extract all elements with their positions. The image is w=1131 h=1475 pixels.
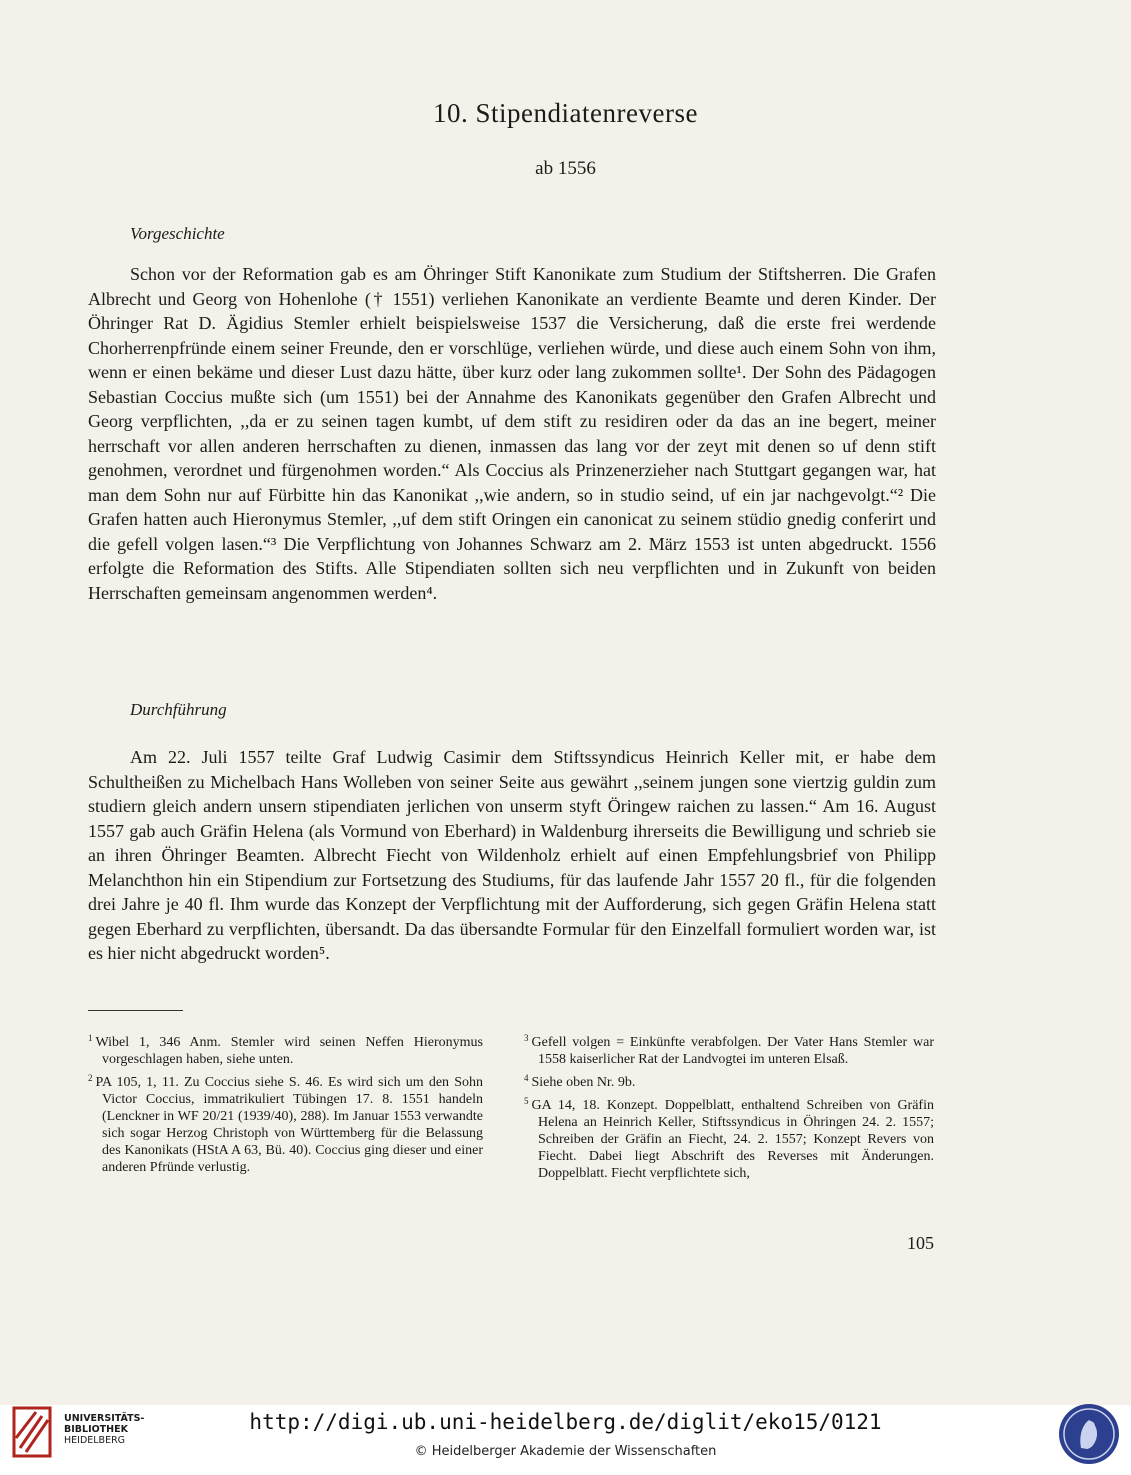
copyright-notice: © Heidelberger Akademie der Wissenschaften [414, 1444, 717, 1459]
footnotes-left-column [88, 1030, 483, 1178]
academy-seal-icon[interactable] [1057, 1402, 1121, 1466]
footnote: $^1$ Wibel 1, 346 Anm. Stemler wird seinen Neffen Hieronymus vorgeschlagen haben, siehe unten. [88, 1033, 483, 1067]
page-number: 105 [907, 1233, 934, 1253]
footnote: $^3$ Gefell volgen = Einkünfte verabfolgen. Der Vater Hans Stemler war 1558 kaiserlicher Rat der Landvogtei im unteren Elsaß. [524, 1033, 934, 1067]
page-title: 10. Stipendiatenreverse [433, 98, 698, 128]
paragraph-vorgeschichte: Schon vor der Reformation gab es am Öhringer Stift Kanonikate zum Studium der Stiftsherren. Die Grafen Albrecht und Georg von Hohenlohe († 1551) verliehen Kanonikate an verdiente Beamte und deren Kinder. Der Öhringer Rat D. Ägidius Stemler erhielt beispielsweise 1537 die Versicherung, daß die erste frei werdende Chorherrenpfründe einem seiner Freunde, den er vorschlüge, verliehen würde, und diese auch einem Sohn von ihm, wenn er einen bekäme und dieser Lust dazu hätte, über kurz oder lang zukommen sollte¹. Der Sohn des Pädagogen Sebastian Coccius mußte sich (um 1551) bei der Annahme des Kanonikats gegenüber den Grafen Albrecht und Georg verpflichten, ,,da er zu seinen tagen kumbt, uf dem stift zu residiren oder da das an ine begert, meiner herrschaft vor allen anderen herrschaften zu dienen, inmassen das lang vor der zeyt mit denen so uf denn stift genohmen, verordnet und fürgenohmen worden.“ Als Coccius als Prinzenerzieher nach Stuttgart gegangen war, hat man dem Sohn nur auf Fürbitte hin das Kanonikat ,,wie andern, so in studio seind, uf ein jar nachgevolgt.“² Die Grafen hatten auch Hieronymus Stemler, ,,uf dem stift Oringen ein canonicat zu seinem stüdio gnedig conferirt und die gefell volgen lasen.“³ Die Verpflichtung von Johannes Schwarz am 2. März 1553 ist unten abgedruckt. 1556 erfolgte die Reformation des Stifts. Alle Stipendiaten sollten sich neu verpflichten und in Zukunft von beiden Herrschaften gemeinsam angenommen werden⁴. [88, 264, 936, 603]
permalink-url[interactable]: http://digi.ub.uni-heidelberg.de/diglit/eko15/0121 [249, 1410, 882, 1434]
footnote: $^4$ Siehe oben Nr. 9b. [524, 1073, 636, 1090]
section-heading-durchfuehrung: Durchführung [130, 700, 227, 719]
library-logo-text[interactable]: UNIVERSITÄTS- BIBLIOTHEK HEIDELBERG [64, 1413, 145, 1446]
footnote: $^5$ GA 14, 18. Konzept. Doppelblatt, enthaltend Schreiben von Gräfin Helena an Heinrich Keller, Stiftssyndicus in Öhringen 24. 2. 1557; Schreiben der Gräfin an Fiecht, 24. 2. 1557; Konzept Revers von Fiecht. Dabei liegt Abschrift des Reverses mit Änderungen. Doppelblatt. Fiecht verpflichtete sich, [524, 1096, 934, 1181]
paragraph-durchfuehrung: Am 22. Juli 1557 teilte Graf Ludwig Casimir dem Stiftssyndicus Heinrich Keller mit, er habe dem Schultheißen zu Michelbach Hans Wolleben von seiner Seite aus gewährt ,,seinem jungen sone viertzig guldin zum studiern gleich andern unsern stipendiaten jerlichen von unserm styft Öringew raichen zu lassen.“ Am 16. August 1557 gab auch Gräfin Helena (als Vormund von Eberhard) in Waldenburg ihrerseits die Bewilligung und schrieb sie an ihren Öhringer Beamten. Albrecht Fiecht von Wildenholz erhielt auf einen Empfehlungsbrief von Philipp Melanchthon hin ein Stipendium zur Fortsetzung des Studiums, für das laufende Jahr 1557 20 fl., für die folgenden drei Jahre je 40 fl. Ihm wurde das Konzept der Verpflichtung mit der Aufforderung, sich gegen Gräfin Helena statt gegen Eberhard zu verpflichten, übersandt. Da das übersandte Formular für den Einzelfall formuliert worden war, ist es hier nicht abgedruckt worden⁵. [88, 747, 936, 963]
footnote: $^2$ PA 105, 1, 11. Zu Coccius siehe S. 46. Es wird sich um den Sohn Victor Coccius, immatrikuliert Tübingen 17. 8. 1551 handeln (Lenckner in WF 20/21 (1939/40), 288). Im Januar 1553 verwandte sich sogar Herzog Christoph von Württemberg für die Belassung des Kanonikats (HStA A 63, Bü. 40). Coccius ging dieser und einer anderen Pfründe verlustig. [88, 1073, 483, 1175]
page-subtitle: ab 1556 [535, 158, 596, 179]
section-heading-vorgeschichte: Vorgeschichte [130, 224, 225, 243]
footnotes-right-column [524, 1030, 934, 1184]
footnote-divider [88, 1010, 183, 1011]
